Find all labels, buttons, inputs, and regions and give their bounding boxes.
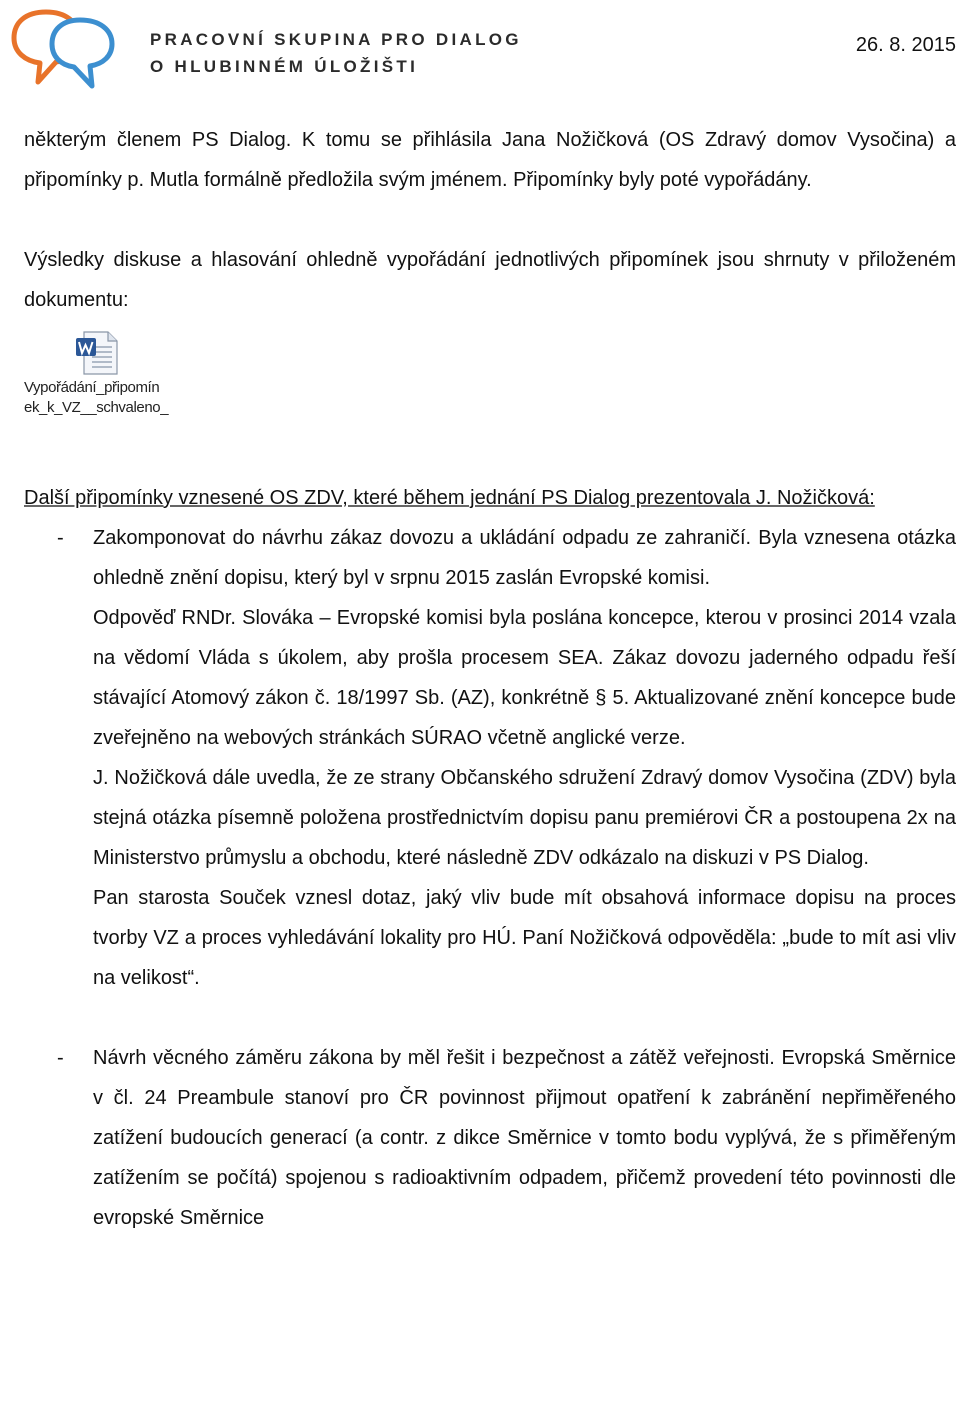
- document-body: [24, 120, 956, 1238]
- paragraph-results: Výsledky diskuse a hlasování ohledně vypořádání jednotlivých připomínek jsou shrnuty v přiloženém dokumentu:: [24, 249, 956, 311]
- answer-slovak: Odpověď RNDr. Slováka – Evropské komisi byla poslána koncepce, kterou v prosinci 2014 vzala na vědomí Vláda s úkolem, aby prošla procesem SEA. Zákaz dovozu jaderného odpadu řeší stávající Atomový zákon č. 18/1997 Sb. (AZ), konkrétně § 5. Aktualizované znění koncepce bude zveřejněno na webových stránkách SÚRAO včetně anglické verze.: [93, 607, 956, 749]
- embedded-attachment[interactable]: [24, 330, 956, 420]
- org-name-line2: O HLUBINNÉM ÚLOŽIŠTI: [150, 57, 419, 76]
- list-item-text: Zakomponovat do návrhu zákaz dovozu a ukládání odpadu ze zahraničí. Byla vznesena otázka ohledně znění dopisu, který byl v srpnu 2015 zaslán Evropské komisi.: [93, 527, 956, 589]
- document-date: 26. 8. 2015: [855, 34, 956, 56]
- paragraph-intro: některým členem PS Dialog. K tomu se přihlásila Jana Nožičková (OS Zdravý domov Vysočina) a připomínky p. Mutla formálně předložila svým jménem. Připomínky byly poté vypořádány.: [24, 129, 956, 191]
- list-item: [24, 518, 956, 598]
- attachment-filename[interactable]: [24, 378, 199, 418]
- speech-bubbles-logo-icon: [8, 6, 118, 90]
- list-dash: -: [57, 527, 64, 549]
- paragraph-further-comments: Další připomínky vznesené OS ZDV, které během jednání PS Dialog prezentovala J. Nožičková:: [24, 487, 875, 509]
- word-document-icon[interactable]: [74, 330, 120, 376]
- paragraph-nozickova: J. Nožičková dále uvedla, že ze strany Občanského sdružení Zdravý domov Vysočina (ZDV) byla stejná otázka písemně položena prostřednictvím dopisu panu premiérovi ČR a postoupena 2x na Ministerstvo průmyslu a obchodu, které následně ZDV odkázalo na diskuzi v PS Dialog.: [93, 767, 956, 869]
- list-item-text: Návrh věcného záměru zákona by měl řešit i bezpečnost a zátěž veřejnosti. Evropská Směrnice v čl. 24 Preambule stanoví pro ČR povinnost přijmout opatření k zabránění nepřiměřeného zatížení budoucích generací (a contr. z dikce Směrnice v tomto bodu vyplývá, že s přiměřeným zatížením se počítá) spojenou s radioaktivním odpadem, přičemž provedení této povinnosti dle evropské Směrnice: [93, 1047, 956, 1229]
- list-dash: -: [57, 1047, 64, 1069]
- list-item: [24, 1038, 956, 1238]
- attachment-filename-line2: ek_k_VZ__schvaleno_: [24, 399, 169, 416]
- attachment-filename-line1: Vypořádání_připomín: [24, 379, 160, 396]
- org-name-line1: PRACOVNÍ SKUPINA PRO DIALOG: [150, 30, 522, 49]
- organization-name: [150, 26, 522, 80]
- paragraph-soucek: Pan starosta Souček vznesl dotaz, jaký vliv bude mít obsahová informace dopisu na proces tvorby VZ a proces vyhledávání lokality pro HÚ. Paní Nožičková odpověděla: „bude to mít asi vliv na velikost“.: [93, 887, 956, 989]
- page-header: [0, 0, 960, 95]
